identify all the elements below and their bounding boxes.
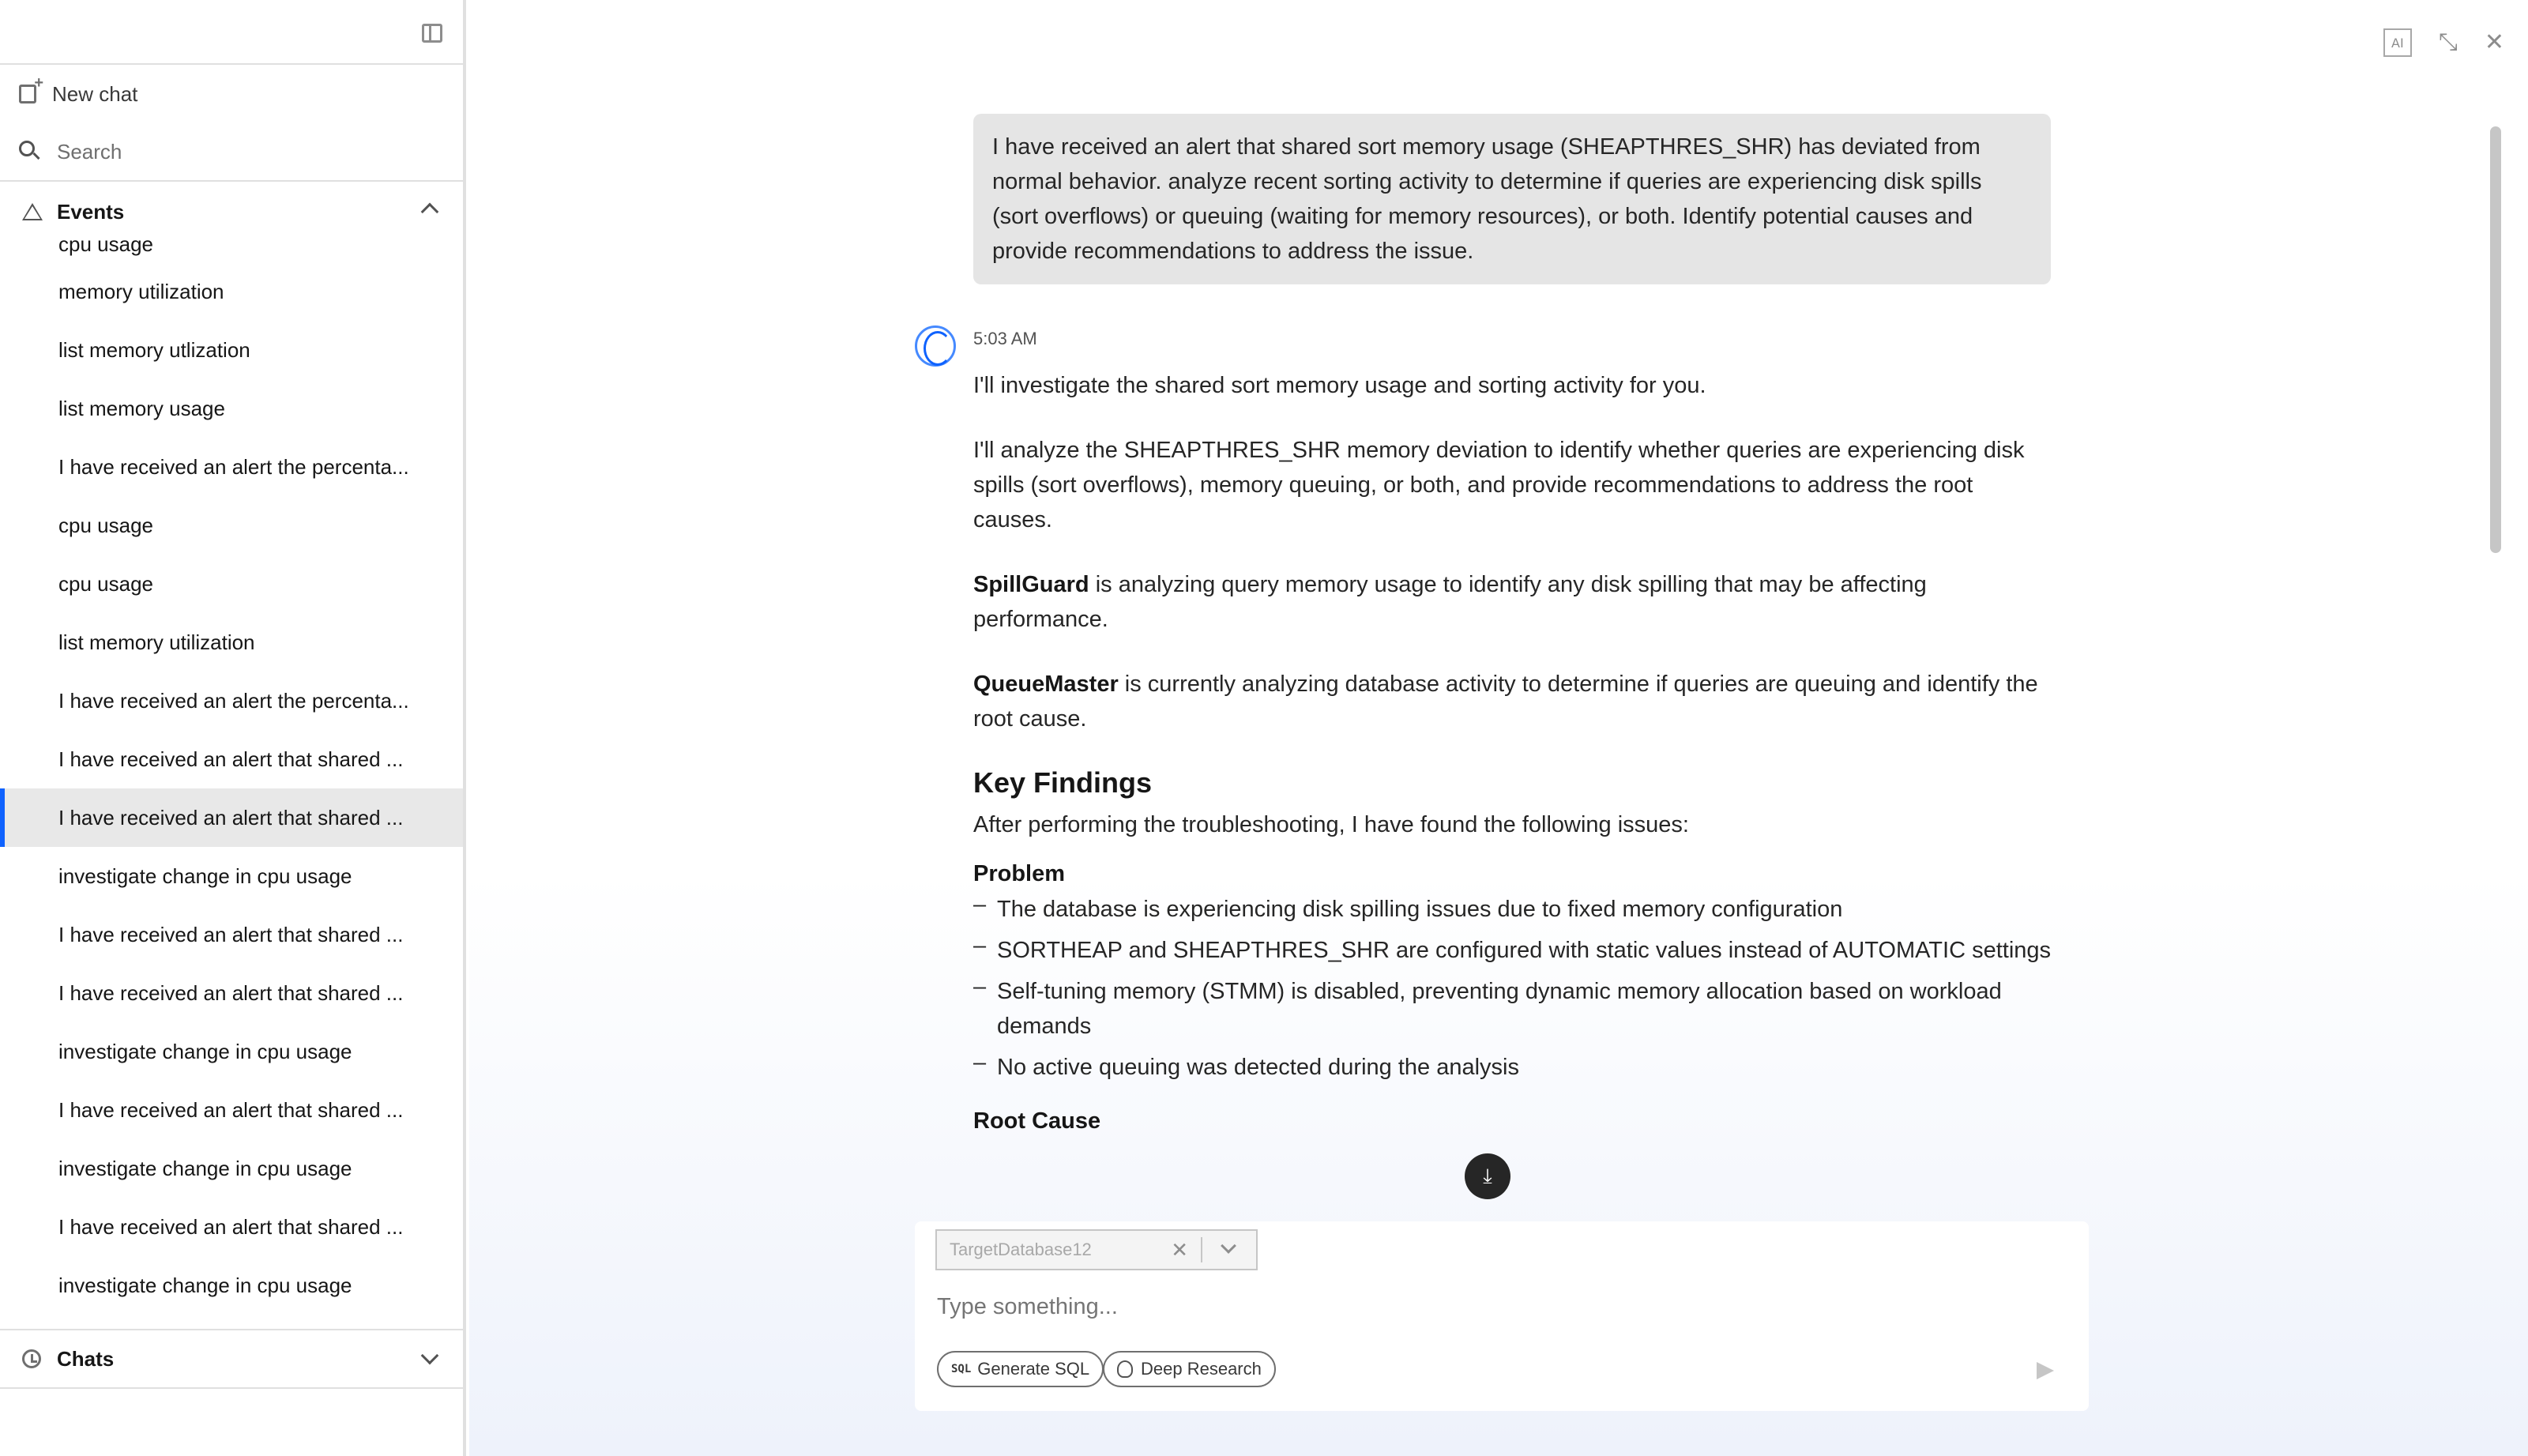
sidebar-event-item[interactable]: memory utilization — [58, 279, 224, 303]
message-input[interactable] — [937, 1294, 2043, 1320]
sidebar-event-item[interactable]: cpu usage — [58, 571, 153, 596]
generate-sql-button[interactable] — [937, 1351, 1104, 1387]
assistant-avatar-icon — [915, 325, 956, 367]
agent-queuemaster-status — [973, 667, 2056, 736]
new-chat-label: New chat — [52, 81, 138, 106]
sidebar-event-item[interactable]: I have received an alert the percenta... — [58, 454, 409, 479]
composer — [915, 1221, 2089, 1411]
clear-icon[interactable]: ✕ — [1171, 1239, 1188, 1262]
lightbulb-icon — [1117, 1360, 1133, 1378]
sidebar-event-item[interactable]: I have received an alert that shared ... — [0, 788, 463, 847]
agent-spillguard-status — [973, 567, 2056, 637]
warning-icon — [22, 203, 43, 220]
sidebar-event-item[interactable]: investigate change in cpu usage — [58, 1039, 352, 1063]
database-select[interactable] — [935, 1229, 1258, 1270]
sidebar-event-item[interactable]: investigate change in cpu usage — [58, 1273, 352, 1297]
conversation — [973, 114, 2056, 1139]
select-divider — [1201, 1237, 1202, 1262]
agent-name: QueueMaster — [973, 672, 1119, 697]
key-findings-intro: After performing the troubleshooting, I have found the following issues: — [973, 812, 1689, 837]
sidebar-event-item[interactable]: investigate change in cpu usage — [58, 863, 352, 888]
sidebar-event-item[interactable]: cpu usage — [58, 513, 153, 537]
sidebar-event-item[interactable]: I have received an alert the percenta... — [58, 688, 409, 713]
scrollbar-thumb[interactable] — [2490, 126, 2501, 553]
chats-section-header[interactable] — [0, 1329, 463, 1389]
sidebar-event-item[interactable]: I have received an alert that shared ... — [58, 1097, 404, 1122]
deep-research-button[interactable] — [1103, 1351, 1276, 1387]
sidebar-search[interactable] — [0, 123, 463, 182]
minimize-icon[interactable]: ⤡ — [2438, 28, 2458, 56]
events-list — [0, 232, 463, 1330]
search-icon — [19, 141, 41, 163]
chat-main — [469, 0, 2528, 1456]
agent-status-text: is analyzing query memory usage to identify any disk spilling that may be affecting performance. — [973, 572, 1927, 632]
scrollbar[interactable] — [2487, 103, 2504, 1225]
message-timestamp: 5:03 AM — [973, 329, 1037, 348]
chevron-down-icon[interactable] — [1221, 1238, 1236, 1254]
ai-badge-icon[interactable]: AI — [2383, 28, 2412, 57]
new-chat-icon — [19, 85, 36, 103]
events-label: Events — [57, 199, 125, 224]
problem-item: – Self-tuning memory (STMM) is disabled, preventing dynamic memory allocation based on workload demands — [973, 974, 2056, 1044]
scroll-to-bottom-button[interactable] — [1465, 1153, 1510, 1199]
sidebar-event-item[interactable]: I have received an alert that shared ... — [58, 1214, 404, 1239]
sidebar-event-item[interactable]: cpu usage — [58, 232, 153, 256]
sidebar-toggle-icon[interactable] — [422, 24, 442, 43]
sidebar-event-item[interactable]: I have received an alert that shared ... — [58, 747, 404, 771]
assistant-analysis: I'll analyze the SHEAPTHRES_SHR memory deviation to identify whether queries are experiencing disk spills (sort overflows), memory queuing, or both, and provide recommendations to address the root causes. — [973, 438, 2025, 532]
search-input[interactable]: Search — [57, 139, 122, 164]
sidebar-event-item[interactable]: I have received an alert that shared ... — [58, 922, 404, 946]
window-controls — [2383, 28, 2504, 57]
problem-item: – The database is experiencing disk spilling issues due to fixed memory configuration — [973, 892, 2056, 927]
sql-icon: SQL — [951, 1363, 972, 1375]
sidebar — [0, 0, 466, 1456]
user-message: I have received an alert that shared sort memory usage (SHEAPTHRES_SHR) has deviated from normal behavior. analyze recent sorting activity to determine if queries are experiencing disk spills (sort overflows) or queuing (waiting for memory resources), or both. Identify potential causes and provide recommendations to address the issue. — [973, 114, 2051, 284]
key-findings-heading: Key Findings — [973, 766, 1153, 799]
chevron-up-icon[interactable] — [421, 203, 439, 221]
agent-status-text: is currently analyzing database activity to determine if queries are queuing and identify the root cause. — [973, 672, 2038, 732]
sidebar-event-item[interactable]: investigate change in cpu usage — [58, 1156, 352, 1180]
sidebar-header — [0, 0, 463, 65]
send-icon[interactable] — [2037, 1362, 2054, 1379]
database-select-value: TargetDatabase12 — [950, 1240, 1092, 1259]
chats-label: Chats — [57, 1346, 115, 1371]
problem-heading: Problem — [973, 861, 1066, 886]
history-icon — [22, 1349, 41, 1368]
sidebar-event-item[interactable]: list memory usage — [58, 396, 225, 420]
problem-item: – SORTHEAP and SHEAPTHRES_SHR are configured with static values instead of AUTOMATIC settings — [973, 933, 2056, 968]
close-icon[interactable]: ✕ — [2484, 28, 2504, 56]
deep-research-label: Deep Research — [1141, 1359, 1262, 1379]
sidebar-event-item[interactable]: I have received an alert that shared ... — [58, 980, 404, 1005]
assistant-message — [973, 329, 2056, 1134]
chevron-down-icon[interactable] — [421, 1347, 439, 1365]
problem-list — [973, 892, 2056, 1085]
agent-name: SpillGuard — [973, 572, 1089, 597]
problem-item: – No active queuing was detected during the analysis — [973, 1050, 2056, 1085]
assistant-intro: I'll investigate the shared sort memory usage and sorting activity for you. — [973, 373, 1706, 398]
sidebar-event-item[interactable]: list memory utlization — [58, 337, 250, 362]
arrow-down-icon: ⤓ — [1483, 1164, 1492, 1187]
generate-sql-label: Generate SQL — [977, 1359, 1090, 1379]
root-cause-heading: Root Cause — [973, 1108, 1101, 1134]
sidebar-event-item[interactable]: list memory utilization — [58, 630, 255, 654]
new-chat-button[interactable] — [0, 65, 463, 123]
